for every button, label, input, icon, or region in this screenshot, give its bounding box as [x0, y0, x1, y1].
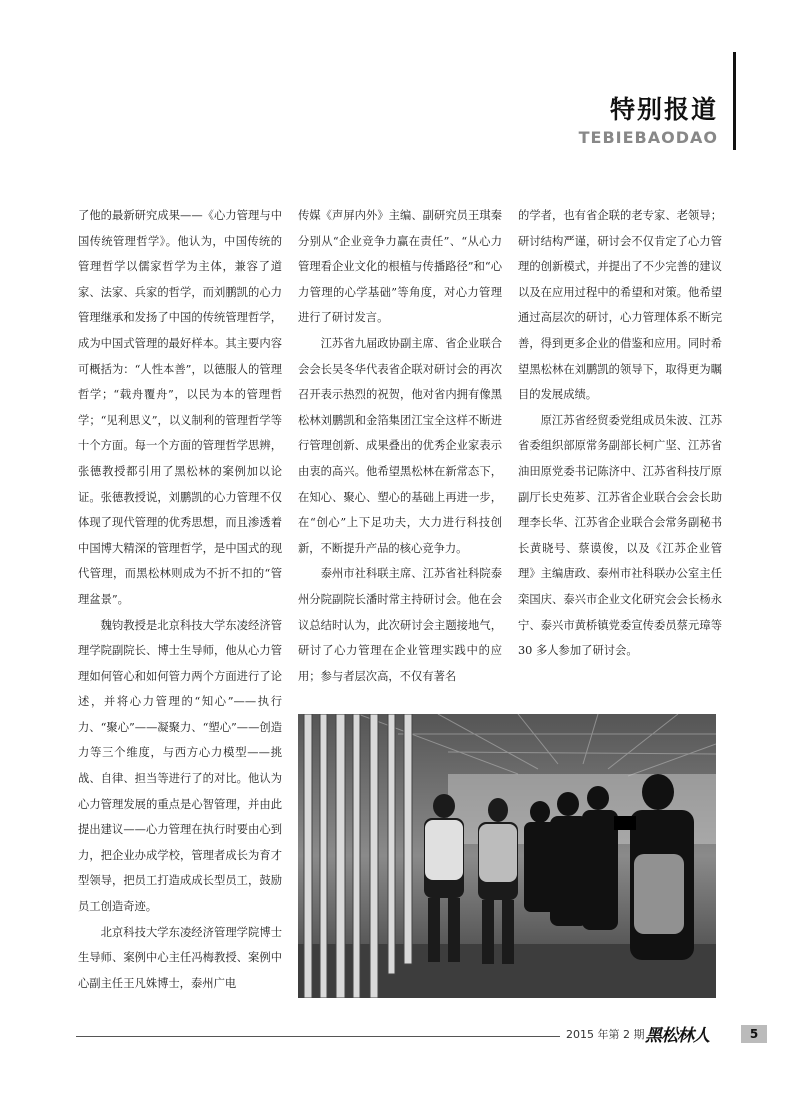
- text-column-3: [518, 203, 722, 664]
- paragraph: 了他的最新研究成果——《心力管理与中国传统管理哲学》。他认为，中国传统的管理哲学以儒家哲学为主体，兼容了道家、法家、兵家的哲学，而刘鹏凯的心力管理继承和发扬了中国的传统管理哲学，成为中国式管理的最好样本。其主要内容可概括为：“人性本善”，以德服人的管理哲学；“载舟覆舟”，以民为本的管理哲学；“见利思义”，以义制利的管理哲学等十个方面。每一个方面的管理哲学思辨，张德教授都引用了黑松林的案例加以论证。张德教授说，刘鹏凯的心力管理不仅体现了现代管理的优秀思想，而且渗透着中国博大精深的管理哲学，是中国式的现代管理，而黑松林则成为不折不扣的“管理盆景”。: [78, 209, 282, 606]
- text-column-2: [298, 203, 502, 689]
- event-photo: [298, 714, 716, 998]
- issue-label: 2015 年第 2 期: [566, 1028, 645, 1041]
- paragraph: 魏钧教授是北京科技大学东凌经济管理学院副院长、博士生导师，他从心力管理如何管心和如何管力两个方面进行了论述，并将心力管理的“知心”——执行力、“聚心”——凝聚力、“塑心”——创造力等三个维度，与西方心力模型——挑战、自律、担当等进行了的对比。他认为心力管理发展的重点是心智管理，并由此提出建议——心力管理在执行时要由心到力，把企业办成学校，管理者成长为育才型领导，把员工打造成成长型员工，鼓励员工创造奇迹。: [78, 618, 282, 914]
- paragraph: 原江苏省经贸委党组成员朱波、江苏省委组织部原常务副部长柯广坚、江苏省油田原党委书记陈济中、江苏省科技厅原副厅长史苑芗、江苏省企业联合会会长助理李长华、江苏省企业联合会常务副秘书长黄晓号、蔡谟俊，以及《江苏企业管理》主编唐政、泰州市社科联办公室主任栾国庆、泰兴市企业文化研究会会长杨永宁、泰兴市黄桥镇党委宣传委员蔡元璋等 30 多人参加了研讨会。: [518, 413, 722, 658]
- paragraph: 的学者，也有省企联的老专家、老领导；研讨结构严谨，研讨会不仅肯定了心力管理的创新模式，并提出了不少完善的建议以及在应用过程中的希望和对策。他希望通过高层次的研讨，心力管理体系不断完善，得到更多企业的借鉴和应用。同时希望黑松林在刘鹏凯的领导下，取得更为瞩目的发展成绩。: [518, 209, 722, 402]
- event-photo-illustration: [298, 714, 716, 998]
- section-subtitle: TEBIEBAODAO: [578, 128, 718, 147]
- paragraph: 江苏省九届政协副主席、省企业联合会会长吴冬华代表省企联对研讨会的再次召开表示热烈的祝贺，他对省内拥有像黑松林刘鹏凯和金箔集团江宝全这样不断进行管理创新、成果叠出的优秀企业家表示由衷的高兴。他希望黑松林在新常态下，在知心、聚心、塑心的基础上再进一步，在“创心”上下足功夫，大力进行科技创新，不断提升产品的核心竞争力。: [298, 336, 502, 555]
- header-divider: [733, 52, 736, 150]
- paragraph: 传媒《声屏内外》主编、副研究员王琪秦分别从“企业竞争力赢在责任”、“从心力管理看企业文化的根植与传播路径”和“心力管理的心学基础”等角度，对心力管理进行了研讨发言。: [298, 209, 502, 325]
- page-number: 5: [741, 1025, 767, 1043]
- section-title: 特别报道: [609, 95, 718, 124]
- paragraph: 北京科技大学东凌经济管理学院博士生导师、案例中心主任冯梅教授、案例中心副主任王凡姝博士，泰州广电: [78, 925, 282, 990]
- footer-divider: [76, 1036, 560, 1037]
- magazine-logo: 黑松林人: [645, 1026, 709, 1046]
- page-footer: [0, 1024, 793, 1046]
- paragraph: 泰州市社科联主席、江苏省社科院泰州分院副院长潘时常主持研讨会。他在会议总结时认为，此次研讨会主题接地气，研讨了心力管理在企业管理实践中的应用；参与者层次高，不仅有著名: [298, 567, 502, 683]
- text-column-1: [78, 203, 282, 996]
